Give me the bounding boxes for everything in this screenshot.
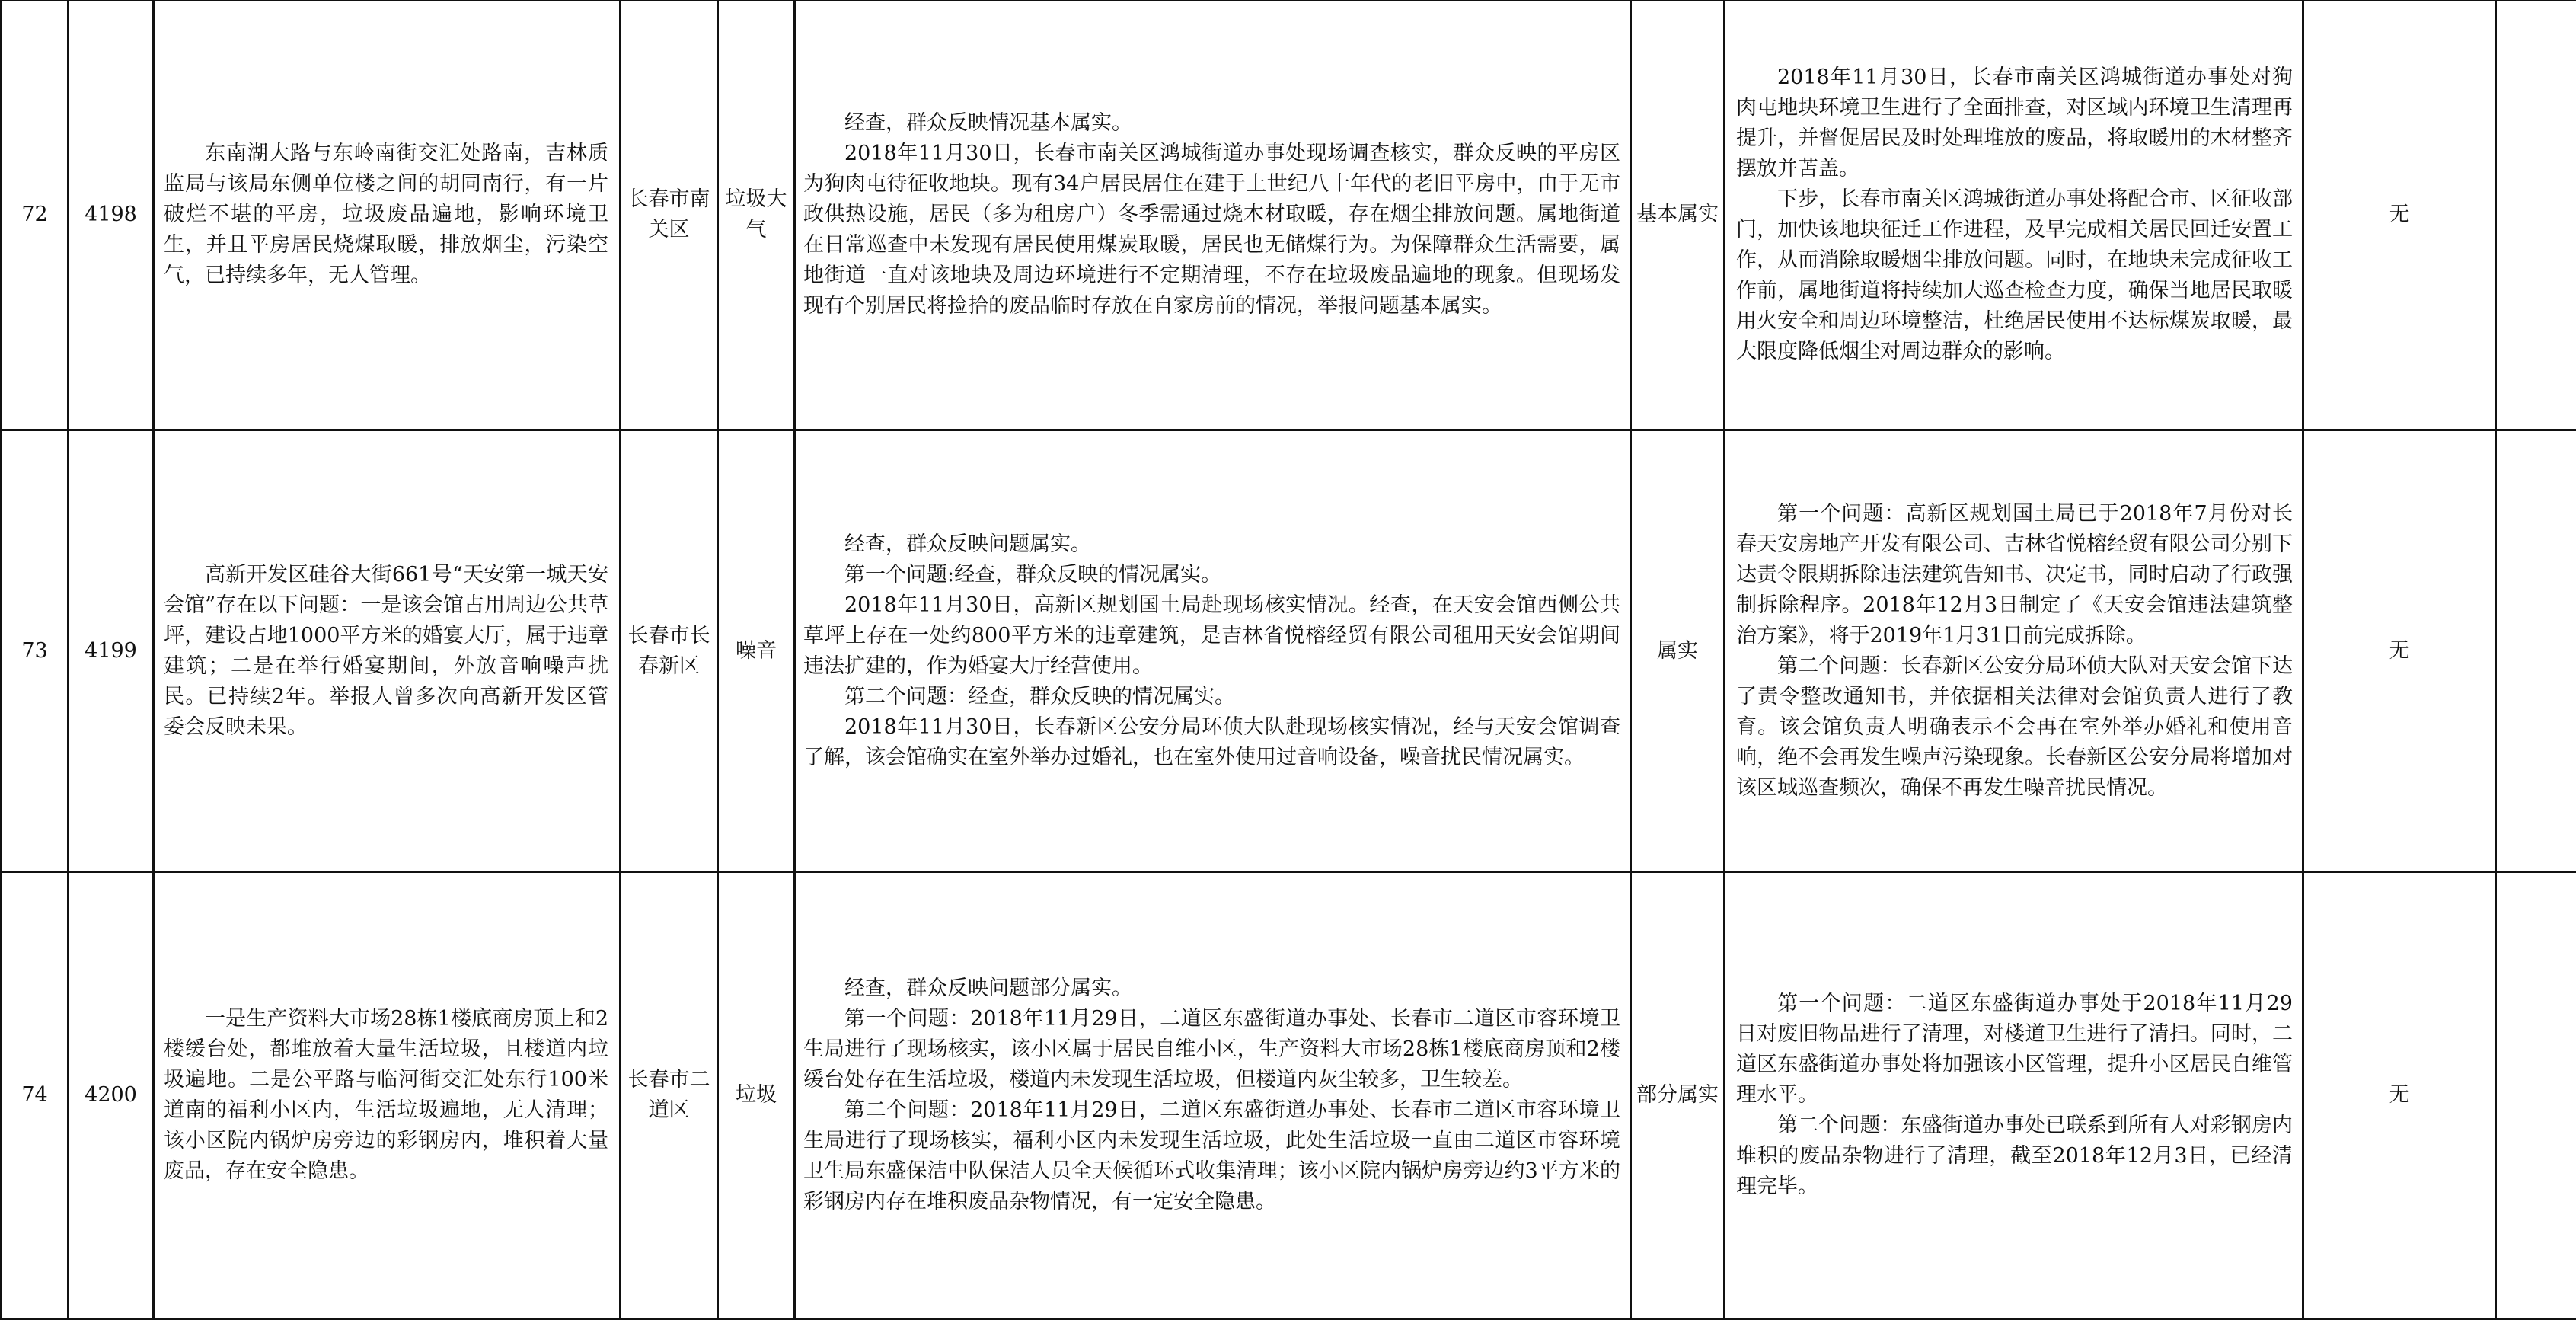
table-row <box>2 872 2576 1319</box>
paragraph: 2018年11月30日，长春市南关区鸿城街道办事处对狗肉屯地块环境卫生进行了全面排查，对区域内环境卫生清理再提升，并督促居民及时处理堆放的废品，将取暖用的木材整齐摆放并苫盖。 <box>1736 66 2293 181</box>
row-index: 73 <box>2 430 69 872</box>
complaint-description <box>154 872 621 1319</box>
paragraph: 经查，群众反映情况基本属实。 <box>844 111 1132 135</box>
paragraph: 第一个问题：2018年11月29日，二道区东盛街道办事处、长春市二道区市容环境卫生局进行了现场核实，该小区属于居民自维小区，生产资料大市场28栋1楼底商房顶和2楼缓台处存在生活垃圾，楼道内未发现生活垃圾，但楼道内灰尘较多，卫生较差。 <box>803 1007 1620 1091</box>
complaint-description <box>154 430 621 872</box>
accountability-status: 无 <box>2303 0 2496 430</box>
handling-measures <box>1725 872 2303 1319</box>
complaint-description-text <box>155 1004 619 1187</box>
handling-measures <box>1725 0 2303 430</box>
paragraph: 经查，群众反映问题部分属实。 <box>844 976 1132 1000</box>
investigation-findings-text <box>796 108 1630 321</box>
paragraph: 高新开发区硅谷大街661号“天安第一城天安会馆”存在以下问题：一是该会馆占用周边公共草坪，建设占地1000平方米的婚宴大厅，属于违章建筑；二是在举行婚宴期间，外放音响噪声扰民。已持续2年。举报人曾多次向高新开发区管委会反映未果。 <box>164 562 608 739</box>
pollution-category: 噪音 <box>718 430 795 872</box>
case-id: 4199 <box>69 430 154 872</box>
case-id: 4200 <box>69 872 154 1319</box>
case-id: 4198 <box>69 0 154 430</box>
paragraph: 东南湖大路与东岭南街交汇处路南，吉林质监局与该局东侧单位楼之间的胡同南行，有一片破烂不堪的平房，垃圾废品遍地，影响环境卫生，并且平房居民烧煤取暖，排放烟尘，污染空气，已持续多年，无人管理。 <box>164 142 608 287</box>
paragraph: 2018年11月30日，长春新区公安分局环侦大队赴现场核实情况，经与天安会馆调查了解，该会馆确实在室外举办过婚礼，也在室外使用过音响设备，噪音扰民情况属实。 <box>803 714 1620 769</box>
paragraph: 第一个问题：二道区东盛街道办事处于2018年11月29日对废旧物品进行了清理，对楼道卫生进行了清扫。同时，二道区东盛街道办事处将加强该小区管理，提升小区居民自维管理水平。 <box>1736 992 2293 1107</box>
administrative-district: 长春市长春新区 <box>621 430 718 872</box>
pollution-category: 垃圾大气 <box>718 0 795 430</box>
investigation-findings-text <box>796 529 1630 773</box>
report-body <box>2 0 2576 1319</box>
paragraph: 经查，群众反映问题属实。 <box>844 532 1091 556</box>
investigation-findings-text <box>796 973 1630 1217</box>
table-row <box>2 430 2576 872</box>
remarks-cell <box>2496 0 2576 430</box>
paragraph: 第一个问题:经查，群众反映的情况属实。 <box>844 562 1222 586</box>
verification-verdict: 属实 <box>1631 430 1725 872</box>
paragraph: 2018年11月30日，高新区规划国土局赴现场核实情况。经查，在天安会馆西侧公共草坪上存在一处约800平方米的违章建筑，是吉林省悦榕经贸有限公司租用天安会馆期间违法扩建的，作为婚宴大厅经营使用。 <box>803 593 1620 678</box>
remarks-cell <box>2496 430 2576 872</box>
verification-verdict: 基本属实 <box>1631 0 1725 430</box>
paragraph: 下步，长春市南关区鸿城街道办事处将配合市、区征收部门，加快该地块征迁工作进程，及早完成相关居民回迁安置工作，从而消除取暖烟尘排放问题。同时，在地块未完成征收工作前，属地街道将持续加大巡查检查力度，确保当地居民取暖用火安全和周边环境整洁，杜绝居民使用不达标煤炭取暖，最大限度降低烟尘对周边群众的影响。 <box>1736 187 2293 363</box>
accountability-status: 无 <box>2303 872 2496 1319</box>
handling-measures-text <box>1725 62 2302 367</box>
administrative-district: 长春市二道区 <box>621 872 718 1319</box>
accountability-status: 无 <box>2303 430 2496 872</box>
paragraph: 一是生产资料大市场28栋1楼底商房顶上和2楼缓台处，都堆放着大量生活垃圾，且楼道内垃圾遍地。二是公平路与临河街交汇处东行100米道南的福利小区内，生活垃圾遍地，无人清理；该小区院内锅炉房旁边的彩钢房内，堆积着大量废品，存在安全隐患。 <box>164 1007 608 1183</box>
paragraph: 第二个问题：2018年11月29日，二道区东盛街道办事处、长春市二道区市容环境卫生局进行了现场核实，福利小区内未发现生活垃圾，此处生活垃圾一直由二道区市容环境卫生局东盛保洁中队保洁人员全天候循环式收集清理；该小区院内锅炉房旁边约3平方米的彩钢房内存在堆积废品杂物情况，有一定安全隐患。 <box>803 1098 1620 1213</box>
paragraph: 第二个问题：经查，群众反映的情况属实。 <box>844 684 1235 708</box>
row-index: 74 <box>2 872 69 1319</box>
paragraph: 2018年11月30日，长春市南关区鸿城街道办事处现场调查核实，群众反映的平房区为狗肉屯待征收地块。现有34户居民居住在建于上世纪八十年代的老旧平房中，由于无市政供热设施，居民（多为租房户）冬季需通过烧木材取暖，存在烟尘排放问题。属地街道在日常巡查中未发现有居民使用煤炭取暖，居民也无储煤行为。为保障群众生活需要，属地街道一直对该地块及周边环境进行不定期清理，不存在垃圾废品遍地的现象。但现场发现有个别居民将捡拾的废品临时存放在自家房前的情况，举报问题基本属实。 <box>803 142 1620 318</box>
complaint-description <box>154 0 621 430</box>
complaint-description-text <box>155 560 619 743</box>
verification-verdict: 部分属实 <box>1631 872 1725 1319</box>
investigation-findings <box>795 0 1631 430</box>
administrative-district: 长春市南关区 <box>621 0 718 430</box>
pollution-category: 垃圾 <box>718 872 795 1319</box>
table-row <box>2 0 2576 430</box>
handling-measures-text <box>1725 989 2302 1202</box>
handling-measures <box>1725 430 2303 872</box>
investigation-findings <box>795 872 1631 1319</box>
paragraph: 第二个问题：长春新区公安分局环侦大队对天安会馆下达了责令整改通知书，并依据相关法律对会馆负责人进行了教育。该会馆负责人明确表示不会再在室外举办婚礼和使用音响，绝不会再发生噪声污染现象。长春新区公安分局将增加对该区域巡查频次，确保不再发生噪音扰民情况。 <box>1736 654 2293 800</box>
remarks-cell <box>2496 872 2576 1319</box>
handling-measures-text <box>1725 499 2302 804</box>
investigation-findings <box>795 430 1631 872</box>
paragraph: 第二个问题：东盛街道办事处已联系到所有人对彩钢房内堆积的废品杂物进行了清理，截至2018年12月3日，已经清理完毕。 <box>1736 1114 2293 1198</box>
row-index: 72 <box>2 0 69 430</box>
paragraph: 第一个问题：高新区规划国土局已于2018年7月份对长春天安房地产开发有限公司、吉林省悦榕经贸有限公司分别下达责令限期拆除违法建筑告知书、决定书，同时启动了行政强制拆除程序。2018年12月3日制定了《天安会馆违法建筑整治方案》，将于2019年1月31日前完成拆除。 <box>1736 501 2293 647</box>
complaint-description-text <box>155 139 619 291</box>
